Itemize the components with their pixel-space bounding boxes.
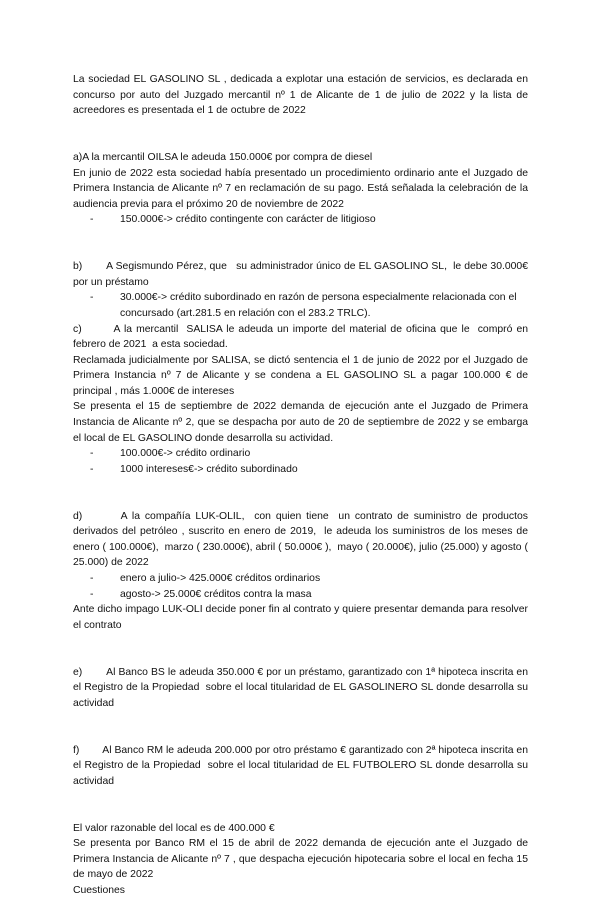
bullet-text: agosto-> 25.000€ créditos contra la masa bbox=[120, 588, 312, 600]
bullet-text: 30.000€-> crédito subordinado en razón de persona especialmente relacionada con el concursado (art.281.5 en relación con el 283.2 TRLC). bbox=[120, 292, 517, 319]
bullet-text: 1000 intereses€-> crédito subordinado bbox=[120, 463, 298, 475]
bullet-dash: - bbox=[90, 463, 94, 475]
bullet-text: enero a julio-> 425.000€ créditos ordinarios bbox=[120, 573, 321, 584]
bullet-dash: - bbox=[90, 588, 94, 600]
item-e-text: e) Al Banco BS le adeuda 350.000 € por un préstamo, garantizado con 1ª hipoteca inscrita en el Registro de la Propiedad sobre el local titularidad de EL GASOLINERO SL donde desarrolla su actividad bbox=[73, 666, 531, 709]
item-a-heading: a)A la mercantil OILSA le adeuda 150.000€ por compra de diesel bbox=[73, 151, 373, 163]
item-b-text: b) A Segismundo Pérez, que su administrador único de EL GASOLINO SL, le debe 30.000€ por un préstamo bbox=[73, 261, 531, 288]
cuestiones-heading: Cuestiones bbox=[73, 884, 125, 896]
item-d-after: Ante dicho impago LUK-OLI decide poner fin al contrato y quiere presentar demanda para resolver el contrato bbox=[73, 604, 528, 631]
item-a-bullet bbox=[73, 212, 528, 228]
item-f-text: f) Al Banco RM le adeuda 200.000 por otro préstamo € garantizado con 2ª hipoteca inscrita en el Registro de la Propiedad sobre el local titularidad de EL FUTBOLERO SL donde desarrolla su actividad bbox=[73, 744, 531, 787]
item-c-bullet-1 bbox=[73, 446, 528, 462]
document-body bbox=[73, 72, 531, 898]
valor-local: El valor razonable del local es de 400.000 € bbox=[73, 822, 275, 834]
item-c-text-2: Se presenta el 15 de septiembre de 2022 demanda de ejecución ante el Juzgado de Primera Instancia de Alicante nº 2, que se despacha por auto de 20 de septiembre de 2022 y se embarga el local de EL GASOLINO donde desarrolla su actividad. bbox=[73, 401, 528, 444]
item-c-bullet-2 bbox=[73, 462, 528, 478]
item-c-heading: c) A la mercantil SALISA le adeuda un importe del material de oficina que le compró en febrero de 2021 a esta sociedad. bbox=[73, 323, 531, 351]
intro-paragraph: La sociedad EL GASOLINO SL , dedicada a explotar una estación de servicios, es declarada en concurso por auto del Juzgado mercantil nº 1 de Alicante de 1 de julio de 2022 y la lista de acreedores es presentada el 1 de octubre de 2022 bbox=[73, 74, 528, 117]
item-c-text-1: Reclamada judicialmente por SALISA, se dictó sentencia el 1 de junio de 2022 por el Juzgado de Primera Instancia nº 7 de Alicante y se condena a EL GASOLINO SL a pagar 100.000 € de principal , más 1.000€ de intereses bbox=[73, 354, 528, 397]
item-b-bullet bbox=[73, 290, 528, 321]
bullet-dash: - bbox=[90, 573, 94, 584]
bullet-dash: - bbox=[90, 292, 94, 304]
bullet-dash: - bbox=[90, 448, 94, 460]
ejecucion-paragraph: Se presenta por Banco RM el 15 de abril de 2022 demanda de ejecución ante el Juzgado de Primera Instancia de Alicante nº 7 , que despacha ejecución hipotecaria sobre el local en fecha 15 de mayo de 2022 bbox=[73, 838, 528, 881]
bullet-text: 100.000€-> crédito ordinario bbox=[120, 448, 251, 460]
bullet-text: 150.000€-> crédito contingente con carácter de litigioso bbox=[120, 214, 376, 226]
bullet-dash: - bbox=[90, 214, 94, 226]
item-d-text: d) A la compañía LUK-OLIL, con quien tiene un contrato de suministro de productos derivados del petróleo , suscrito en enero de 2019, le adeuda los suministros de los meses de enero ( 100.000€), marzo ( 230.000€), abril ( 50.000€ ), mayo ( 20.000€), julio (25.000) y agosto ( 25.000) de 2022 bbox=[73, 510, 531, 569]
item-d-bullet-2 bbox=[73, 587, 528, 603]
item-d-bullet-1 bbox=[73, 571, 528, 587]
item-a-text: En junio de 2022 esta sociedad había presentado un procedimiento ordinario ante el Juzgado de Primera Instancia de Alicante nº 7 en reclamación de su pago. Está señalada la celebración de la audiencia previa para el próximo 20 de noviembre de 2022 bbox=[73, 167, 528, 210]
